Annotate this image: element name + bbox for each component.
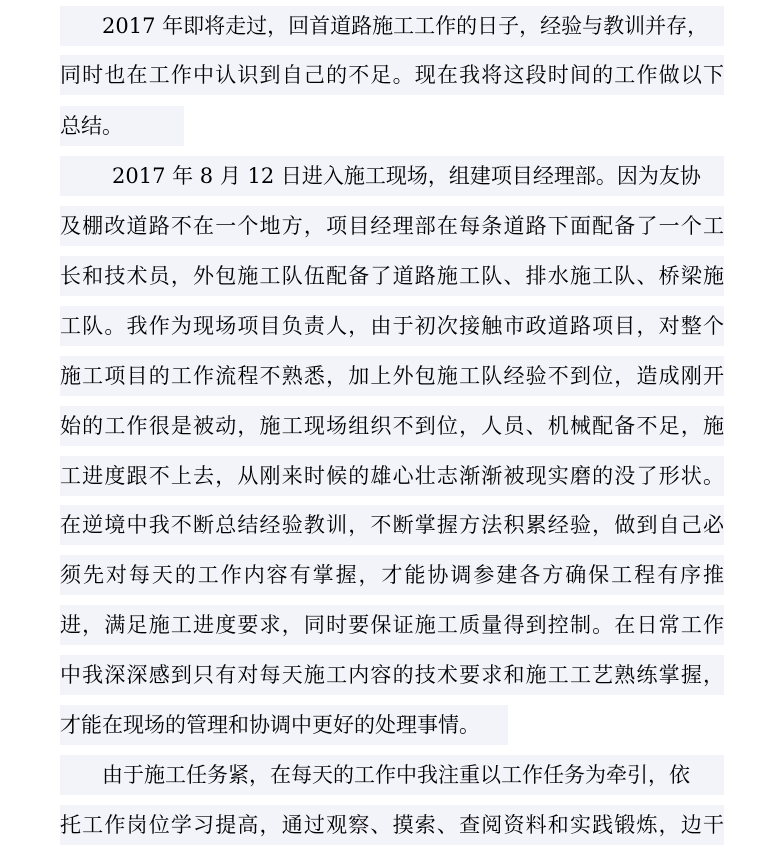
paragraph-1-line-1: 2017 年即将走过，回首道路施工工作的日子，经验与教训并存， (102, 14, 709, 38)
paragraph-2-line-10: 进，满足施工进度要求，同时要保证施工质量得到控制。在日常工作 (60, 613, 724, 637)
text-line (60, 805, 724, 845)
text-line (60, 655, 724, 695)
text-line (60, 505, 724, 545)
text-line (60, 55, 724, 95)
paragraph-2-line-3: 长和技术员，外包施工队伍配备了道路施工队、排水施工队、桥梁施 (60, 264, 724, 288)
text-line (60, 6, 724, 46)
paragraph-1-line-2: 同时也在工作中认识到自己的不足。现在我将这段时间的工作做以下 (60, 63, 724, 87)
text-line (60, 605, 724, 645)
text-line (60, 755, 724, 795)
text-line (60, 555, 724, 595)
paragraph-2-line-11: 中我深深感到只有对每天施工内容的技术要求和施工工艺熟练掌握， (60, 663, 724, 687)
text-line (60, 356, 724, 396)
paragraph-2-line-7: 工进度跟不上去，从刚来时候的雄心壮志渐渐被现实磨的没了形状。 (60, 464, 724, 488)
paragraph-3-line-2: 托工作岗位学习提高，通过观察、摸索、查阅资料和实践锻炼，边干 (60, 813, 724, 837)
text-line (60, 106, 184, 146)
paragraph-2-line-9: 须先对每天的工作内容有掌握，才能协调参建各方确保工程有序推 (60, 563, 724, 587)
text-line (60, 705, 508, 745)
text-line (60, 306, 724, 346)
text-line (60, 406, 724, 446)
paragraph-2-line-2: 及棚改道路不在一个地方，项目经理部在每条道路下面配备了一个工 (60, 214, 724, 238)
paragraph-2-line-8: 在逆境中我不断总结经验教训，不断掌握方法积累经验，做到自己必 (60, 513, 724, 537)
paragraph-2-line-4: 工队。我作为现场项目负责人，由于初次接触市政道路项目，对整个 (60, 314, 724, 338)
text-line (60, 456, 724, 496)
paragraph-1-line-3: 总结。 (60, 114, 123, 138)
paragraph-2-line-6: 始的工作很是被动，施工现场组织不到位，人员、机械配备不足，施 (60, 414, 724, 438)
text-line (60, 156, 724, 196)
text-line (60, 206, 724, 246)
paragraph-3-line-1: 由于施工任务紧，在每天的工作中我注重以工作任务为牵引，依 (102, 763, 690, 787)
text-line (60, 256, 724, 296)
paragraph-2-line-5: 施工项目的工作流程不熟悉，加上外包施工队经验不到位，造成刚开 (60, 364, 724, 388)
paragraph-2-line-12: 才能在现场的管理和协调中更好的处理事情。 (60, 713, 480, 737)
paragraph-2-line-1: 2017 年 8 月 12 日进入施工现场，组建项目经理部。因为友协 (112, 164, 701, 188)
